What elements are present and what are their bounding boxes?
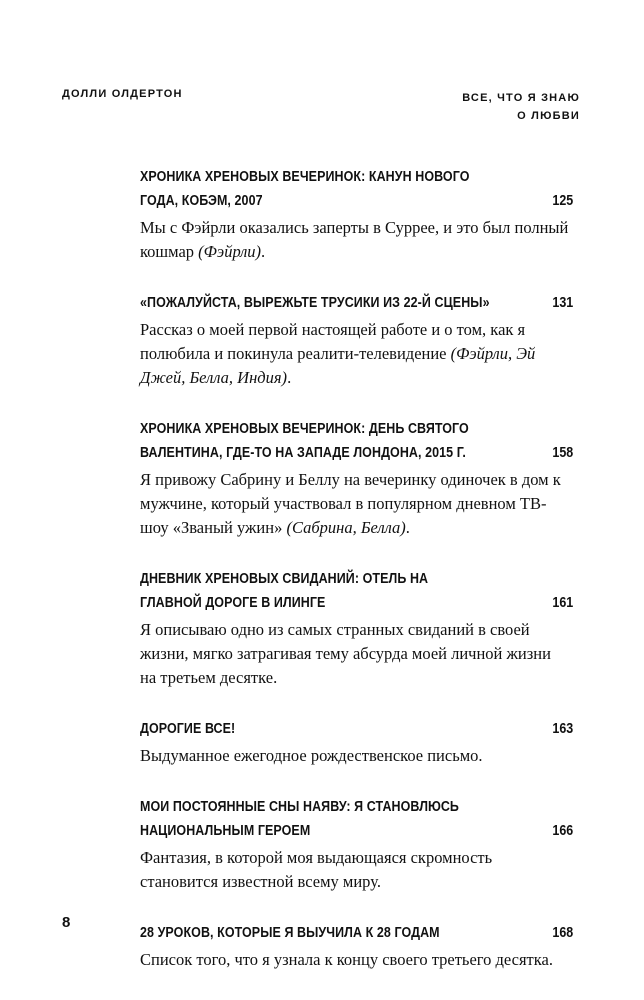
toc-entry <box>140 567 573 690</box>
toc-entry-desc-text: Я привожу Сабрину и Беллу на вечеринку одиночек в дом к мужчине, который участвовал в популярном дневном ТВ-шоу «Званый ужин» <box>140 470 561 537</box>
toc-entry <box>140 717 573 768</box>
toc-entry-page: 166 <box>552 823 573 839</box>
toc-entry <box>140 795 573 894</box>
toc-entry <box>140 921 573 972</box>
toc-entry-title: ДНЕВНИК ХРЕНОВЫХ СВИДАНИЙ: ОТЕЛЬ НА ГЛАВНОЙ ДОРОГЕ В ИЛИНГЕ <box>140 571 429 611</box>
toc-entry <box>140 417 573 540</box>
toc-entry <box>140 291 573 390</box>
toc-entry-people: (Фэйрли, Эй Джей, Белла, Индия) <box>140 344 536 387</box>
toc-entry-page: 161 <box>552 595 573 611</box>
toc-entry-page: 131 <box>552 295 573 311</box>
toc-entry-description: Я описываю одно из самых странных свиданий в своей жизни, мягко затрагивая тему абсурда моей личной жизни на третьем десятке. <box>140 620 551 687</box>
toc-entry-description <box>140 468 570 540</box>
toc-entry-title: ХРОНИКА ХРЕНОВЫХ ВЕЧЕРИНОК: КАНУН НОВОГО ГОДА, КОБЭМ, 2007 <box>140 169 470 209</box>
toc-entry-title: 28 УРОКОВ, КОТОРЫЕ Я ВЫУЧИЛА К 28 ГОДАМ <box>140 925 440 941</box>
toc-entry-people: (Фэйрли) <box>198 242 262 261</box>
page-number: 8 <box>62 914 71 931</box>
toc-entry-desc-tail: . <box>405 518 410 537</box>
toc-entry-desc-tail: . <box>261 242 266 261</box>
toc-entry-title: ДОРОГИЕ ВСЕ! <box>140 721 236 737</box>
running-head-title <box>462 88 580 127</box>
toc-entry <box>140 165 573 264</box>
toc-entry-description: Фантазия, в которой моя выдающаяся скромность становится известной всему миру. <box>140 848 493 891</box>
toc-entry-description: Выдуманное ежегодное рождественское письмо. <box>140 746 483 765</box>
toc-entry-people: (Сабрина, Белла) <box>286 518 406 537</box>
toc-entry-title: ХРОНИКА ХРЕНОВЫХ ВЕЧЕРИНОК: ДЕНЬ СВЯТОГО ВАЛЕНТИНА, ГДЕ-ТО НА ЗАПАДЕ ЛОНДОНА, 2015 Г. <box>140 421 469 461</box>
toc-entry-desc-text: Рассказ о моей первой настоящей работе и о том, как я полюбила и покинула реалити-телевидение <box>140 320 526 363</box>
running-head-title-line2: О ЛЮБВИ <box>517 110 580 122</box>
toc-entry-desc-tail: . <box>287 368 292 387</box>
toc-entry-title: «ПОЖАЛУЙСТА, ВЫРЕЖЬТЕ ТРУСИКИ ИЗ 22-Й СЦЕНЫ» <box>140 295 490 311</box>
toc-entry-description <box>140 216 570 264</box>
toc-entry-page: 125 <box>552 193 573 209</box>
running-head-author: ДОЛЛИ ОЛДЕРТОН <box>62 88 183 100</box>
toc-entry-desc-text: Мы с Фэйрли оказались заперты в Суррее, и это был полный кошмар <box>140 218 569 261</box>
table-of-contents <box>140 165 573 999</box>
running-head-title-line1: ВСЕ, ЧТО Я ЗНАЮ <box>462 92 580 104</box>
toc-entry-description: Список того, что я узнала к концу своего третьего десятка. <box>140 950 553 969</box>
toc-entry-page: 158 <box>552 445 573 461</box>
toc-entry-title: МОИ ПОСТОЯННЫЕ СНЫ НАЯВУ: Я СТАНОВЛЮСЬ НАЦИОНАЛЬНЫМ ГЕРОЕМ <box>140 799 459 839</box>
toc-entry-page: 168 <box>552 925 573 941</box>
toc-entry-page: 163 <box>552 721 573 737</box>
toc-entry-description <box>140 318 570 390</box>
